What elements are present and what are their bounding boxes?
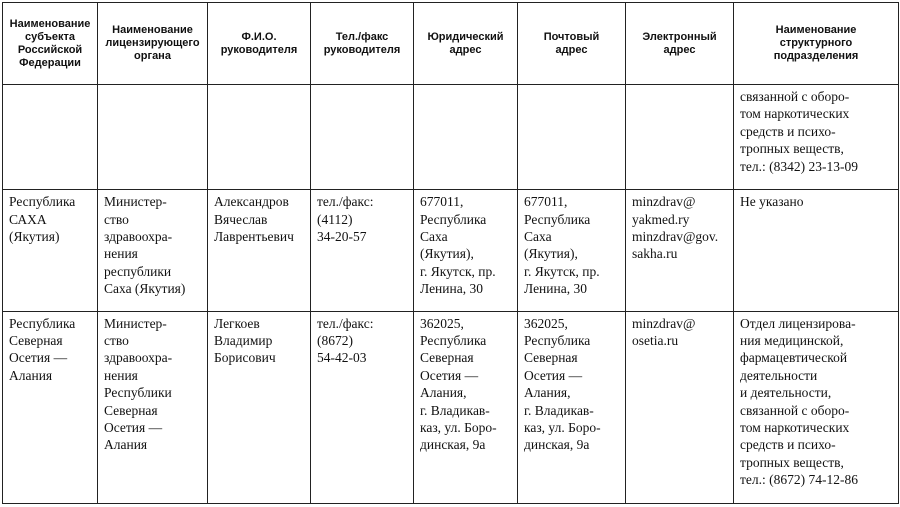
cell-email: minzdrav@ osetia.ru (626, 311, 734, 503)
cell-division: Не указано (734, 190, 899, 311)
cell-organ: Министер- ство здравоохра- нения республики Саха (Якутия) (98, 190, 208, 311)
cell-phone: тел./факс: (8672) 54-42-03 (311, 311, 414, 503)
cell-subject: Республика Северная Осетия — Алания (3, 311, 98, 503)
table-row (3, 311, 899, 503)
column-header-subject: Наименование субъекта Российской Федерации (3, 3, 98, 85)
table-row (3, 190, 899, 311)
cell-email (626, 85, 734, 190)
licensing-authorities-table (2, 2, 899, 504)
column-header-legal-address: Юридический адрес (414, 3, 518, 85)
cell-phone: тел./факс: (4112) 34-20-57 (311, 190, 414, 311)
table-header-row (3, 3, 899, 85)
cell-head: Легкоев Владимир Борисович (208, 311, 311, 503)
column-header-head: Ф.И.О. руководителя (208, 3, 311, 85)
cell-subject: Республика САХА (Якутия) (3, 190, 98, 311)
cell-division: связанной с оборо- том наркотических средств и психо- тропных веществ, тел.: (8342) 23-13-09 (734, 85, 899, 190)
column-header-division: Наименование структурного подразделения (734, 3, 899, 85)
cell-legal-address: 677011, Республика Саха (Якутия), г. Якутск, пр. Ленина, 30 (414, 190, 518, 311)
column-header-email: Электронный адрес (626, 3, 734, 85)
cell-legal-address (414, 85, 518, 190)
cell-email: minzdrav@ yakmed.ry minzdrav@gov. sakha.ru (626, 190, 734, 311)
cell-organ (98, 85, 208, 190)
cell-legal-address: 362025, Республика Северная Осетия — Алания, г. Владикав- каз, ул. Боро- динская, 9а (414, 311, 518, 503)
cell-division: Отдел лицензирова- ния медицинской, фармацевтической деятельности и деятельности, связанной с оборо- том наркотических средств и психо- тропных веществ, тел.: (8672) 74-12-86 (734, 311, 899, 503)
cell-postal-address: 677011, Республика Саха (Якутия), г. Якутск, пр. Ленина, 30 (518, 190, 626, 311)
cell-postal-address: 362025, Республика Северная Осетия — Алания, г. Владикав- каз, ул. Боро- динская, 9а (518, 311, 626, 503)
cell-head (208, 85, 311, 190)
column-header-postal-address: Почтовый адрес (518, 3, 626, 85)
column-header-phone: Тел./факс руководителя (311, 3, 414, 85)
cell-phone (311, 85, 414, 190)
column-header-organ: Наименование лицензирующего органа (98, 3, 208, 85)
table-row (3, 85, 899, 190)
cell-organ: Министер- ство здравоохра- нения Республики Северная Осетия — Алания (98, 311, 208, 503)
cell-subject (3, 85, 98, 190)
cell-postal-address (518, 85, 626, 190)
cell-head: Александров Вячеслав Лаврентьевич (208, 190, 311, 311)
